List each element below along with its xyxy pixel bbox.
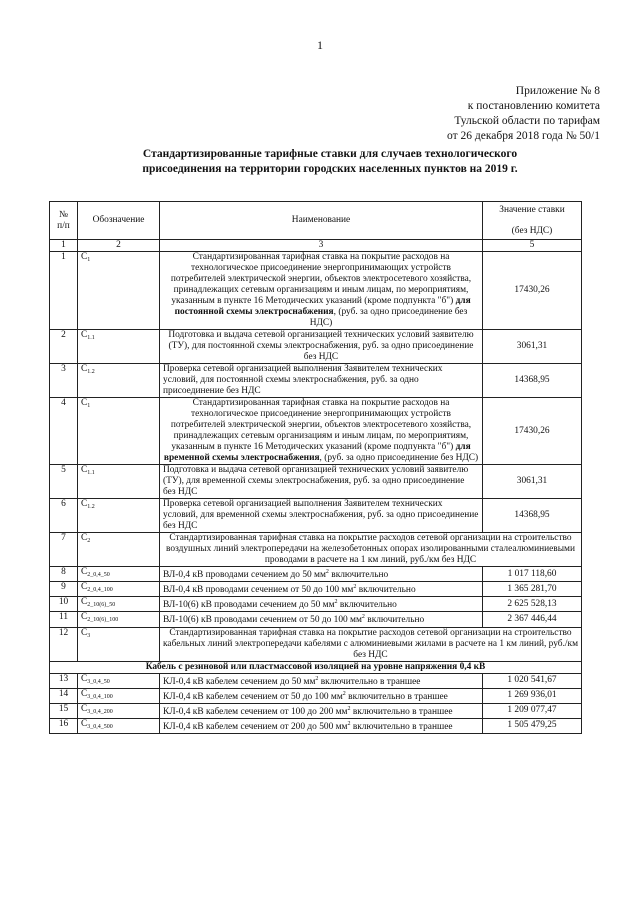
section-title: Кабель с резиновой или пластмассовой изоляцией на уровне напряжения 0,4 кВ bbox=[50, 661, 582, 673]
row-value: 1 017 118,60 bbox=[483, 567, 582, 582]
row-code: $C_{3\_0,4\_100}$ bbox=[78, 688, 160, 703]
appendix-line: к постановлению комитета bbox=[467, 100, 600, 112]
row-code: $C_{2\_0,4\_100}$ bbox=[78, 582, 160, 597]
row-name: ВЛ-10(6) кВ проводами сечением до 50 $мм^2$ включительно bbox=[160, 597, 483, 612]
row-num: 12 bbox=[50, 627, 78, 661]
table-row bbox=[50, 718, 582, 733]
row-value: 1 505 479,25 bbox=[483, 718, 582, 733]
table-row bbox=[50, 465, 582, 499]
table-row bbox=[50, 673, 582, 688]
row-name: ВЛ-10(6) кВ проводами сечением от 50 до 100 $мм^2$ включительно bbox=[160, 612, 483, 627]
row-name: Стандартизированная тарифная ставка на покрытие расходов сетевой организации на строительство воздушных линий электропередачи на железобетонных опорах изолированными сталеалюминиевыми проводами в расчете на 1 км линий, руб./км без НДС bbox=[160, 533, 582, 567]
row-num: 14 bbox=[50, 688, 78, 703]
table-row bbox=[50, 703, 582, 718]
header-value bbox=[483, 202, 582, 240]
title-line: присоединения на территории городских населенных пунктов на 2019 г. bbox=[142, 163, 518, 175]
table-header-row bbox=[50, 202, 582, 240]
row-code: $C_{1.2}$ bbox=[78, 499, 160, 533]
title-line: Стандартизированные тарифные ставки для случаев технологического bbox=[142, 148, 518, 160]
row-code: $C_1$ bbox=[78, 398, 160, 465]
row-code: $C_{1.1}$ bbox=[78, 465, 160, 499]
table-row bbox=[50, 688, 582, 703]
row-name: КЛ-0,4 кВ кабелем сечением от 50 до 100 $мм^2$ включительно в траншее bbox=[160, 688, 483, 703]
table-row bbox=[50, 499, 582, 533]
row-name: ВЛ-0,4 кВ проводами сечением до 50 $мм^2$ включительно bbox=[160, 567, 483, 582]
header-code: Обозначение bbox=[78, 202, 160, 240]
table-row bbox=[50, 252, 582, 330]
appendix-line: от 26 декабря 2018 года № 50/1 bbox=[447, 130, 600, 142]
column-number-row bbox=[50, 240, 582, 252]
row-name: КЛ-0,4 кВ кабелем сечением от 200 до 500 $мм^2$ включительно в траншее bbox=[160, 718, 483, 733]
table-row bbox=[50, 364, 582, 398]
row-num: 2 bbox=[50, 330, 78, 364]
table-row bbox=[50, 533, 582, 567]
table-row bbox=[50, 612, 582, 627]
row-value: 17430,26 bbox=[483, 398, 582, 465]
row-value: 1 365 281,70 bbox=[483, 582, 582, 597]
row-code: $C_{2\_0,4\_50}$ bbox=[78, 567, 160, 582]
row-value: 14368,95 bbox=[483, 364, 582, 398]
row-code: $C_{2\_10(6)\_100}$ bbox=[78, 612, 160, 627]
row-num: 7 bbox=[50, 533, 78, 567]
row-value: 17430,26 bbox=[483, 252, 582, 330]
row-name: Подготовка и выдача сетевой организацией технических условий заявителю (ТУ), для временной схемы электроснабжения, руб. за одно присоединение без НДС bbox=[160, 465, 483, 499]
row-value: 2 367 446,44 bbox=[483, 612, 582, 627]
row-name: Стандартизированная тарифная ставка на покрытие расходов сетевой организации на строительство кабельных линий электропередачи кабелями с алюминиевыми жилами в расчете на 1 км линий, руб./км без НДС bbox=[160, 627, 582, 661]
appendix-line: Приложение № 8 bbox=[515, 85, 600, 97]
row-num: 16 bbox=[50, 718, 78, 733]
row-value: 1 269 936,01 bbox=[483, 688, 582, 703]
col-number: 1 bbox=[50, 240, 78, 252]
row-num: 8 bbox=[50, 567, 78, 582]
row-value: 1 209 077,47 bbox=[483, 703, 582, 718]
table-row bbox=[50, 597, 582, 612]
appendix-line: Тульской области по тарифам bbox=[454, 115, 600, 127]
row-value: 14368,95 bbox=[483, 499, 582, 533]
row-num: 3 bbox=[50, 364, 78, 398]
row-code: $C_{3\_0,4\_500}$ bbox=[78, 718, 160, 733]
table-row bbox=[50, 398, 582, 465]
row-num: 1 bbox=[50, 252, 78, 330]
row-num: 6 bbox=[50, 499, 78, 533]
tariff-table bbox=[49, 201, 582, 734]
header-value-line: Значение ставки bbox=[499, 205, 565, 215]
header-value-line: (без НДС) bbox=[511, 226, 553, 236]
row-code: $C_3$ bbox=[78, 627, 160, 661]
table-row bbox=[50, 567, 582, 582]
row-code: $C_{1.1}$ bbox=[78, 330, 160, 364]
row-code: $C_{1.2}$ bbox=[78, 364, 160, 398]
row-name: Проверка сетевой организацией выполнения Заявителем технических условий, для постоянной схемы электроснабжения, руб. за одно присоединение без НДС bbox=[160, 364, 483, 398]
col-number: 2 bbox=[78, 240, 160, 252]
row-value: 2 625 528,13 bbox=[483, 597, 582, 612]
row-name: КЛ-0,4 кВ кабелем сечением до 50 $мм^2$ включительно в траншее bbox=[160, 673, 483, 688]
row-code: $C_2$ bbox=[78, 533, 160, 567]
row-num: 15 bbox=[50, 703, 78, 718]
row-num: 10 bbox=[50, 597, 78, 612]
table-row bbox=[50, 330, 582, 364]
header-name: Наименование bbox=[160, 202, 483, 240]
row-name: ВЛ-0,4 кВ проводами сечением от 50 до 100 $мм^2$ включительно bbox=[160, 582, 483, 597]
row-code: $C_{3\_0,4\_200}$ bbox=[78, 703, 160, 718]
row-code: $C_{2\_10(6)\_50}$ bbox=[78, 597, 160, 612]
appendix-block bbox=[447, 84, 600, 144]
row-num: 9 bbox=[50, 582, 78, 597]
table-row bbox=[50, 582, 582, 597]
row-code: $C_{3\_0,4\_50}$ bbox=[78, 673, 160, 688]
row-name: Стандартизированная тарифная ставка на покрытие расходов на технологическое присоединение энергопринимающих устройств потребителей электрической энергии, объектов электросетевого хозяйства, принадлежащих сетевым организациям и иным лицам, по мероприятиям, указанным в пункте 16 Методических указаний (кроме подпункта "б") для временной схемы электроснабжения, (руб. за одно присоединение без НДС) bbox=[160, 398, 483, 465]
row-name: Стандартизированная тарифная ставка на покрытие расходов на технологическое присоединение энергопринимающих устройств потребителей электрической энергии, объектов электросетевого хозяйства, принадлежащих сетевым организациям и иным лицам, по мероприятиям, указанным в пункте 16 Методических указаний (кроме подпункта "б") для постоянной схемы электроснабжения, (руб. за одно присоединение без НДС) bbox=[160, 252, 483, 330]
row-num: 11 bbox=[50, 612, 78, 627]
table-row bbox=[50, 627, 582, 661]
row-value: 3061,31 bbox=[483, 465, 582, 499]
row-num: 13 bbox=[50, 673, 78, 688]
row-num: 5 bbox=[50, 465, 78, 499]
row-name: КЛ-0,4 кВ кабелем сечением от 100 до 200 $мм^2$ включительно в траншее bbox=[160, 703, 483, 718]
header-num: № п/п bbox=[50, 202, 78, 240]
col-number: 5 bbox=[483, 240, 582, 252]
row-code: $C_1$ bbox=[78, 252, 160, 330]
section-row bbox=[50, 661, 582, 673]
page-number: 1 bbox=[317, 38, 323, 52]
row-name: Подготовка и выдача сетевой организацией технических условий заявителю (ТУ), для постоянной схемы электроснабжения, руб. за одно присоединение без НДС bbox=[160, 330, 483, 364]
row-value: 3061,31 bbox=[483, 330, 582, 364]
col-number: 3 bbox=[160, 240, 483, 252]
row-value: 1 020 541,67 bbox=[483, 673, 582, 688]
row-name: Проверка сетевой организацией выполнения Заявителем технических условий, для временной схемы электроснабжения, руб. за одно присоединение без НДС bbox=[160, 499, 483, 533]
row-num: 4 bbox=[50, 398, 78, 465]
document-title bbox=[80, 147, 580, 177]
